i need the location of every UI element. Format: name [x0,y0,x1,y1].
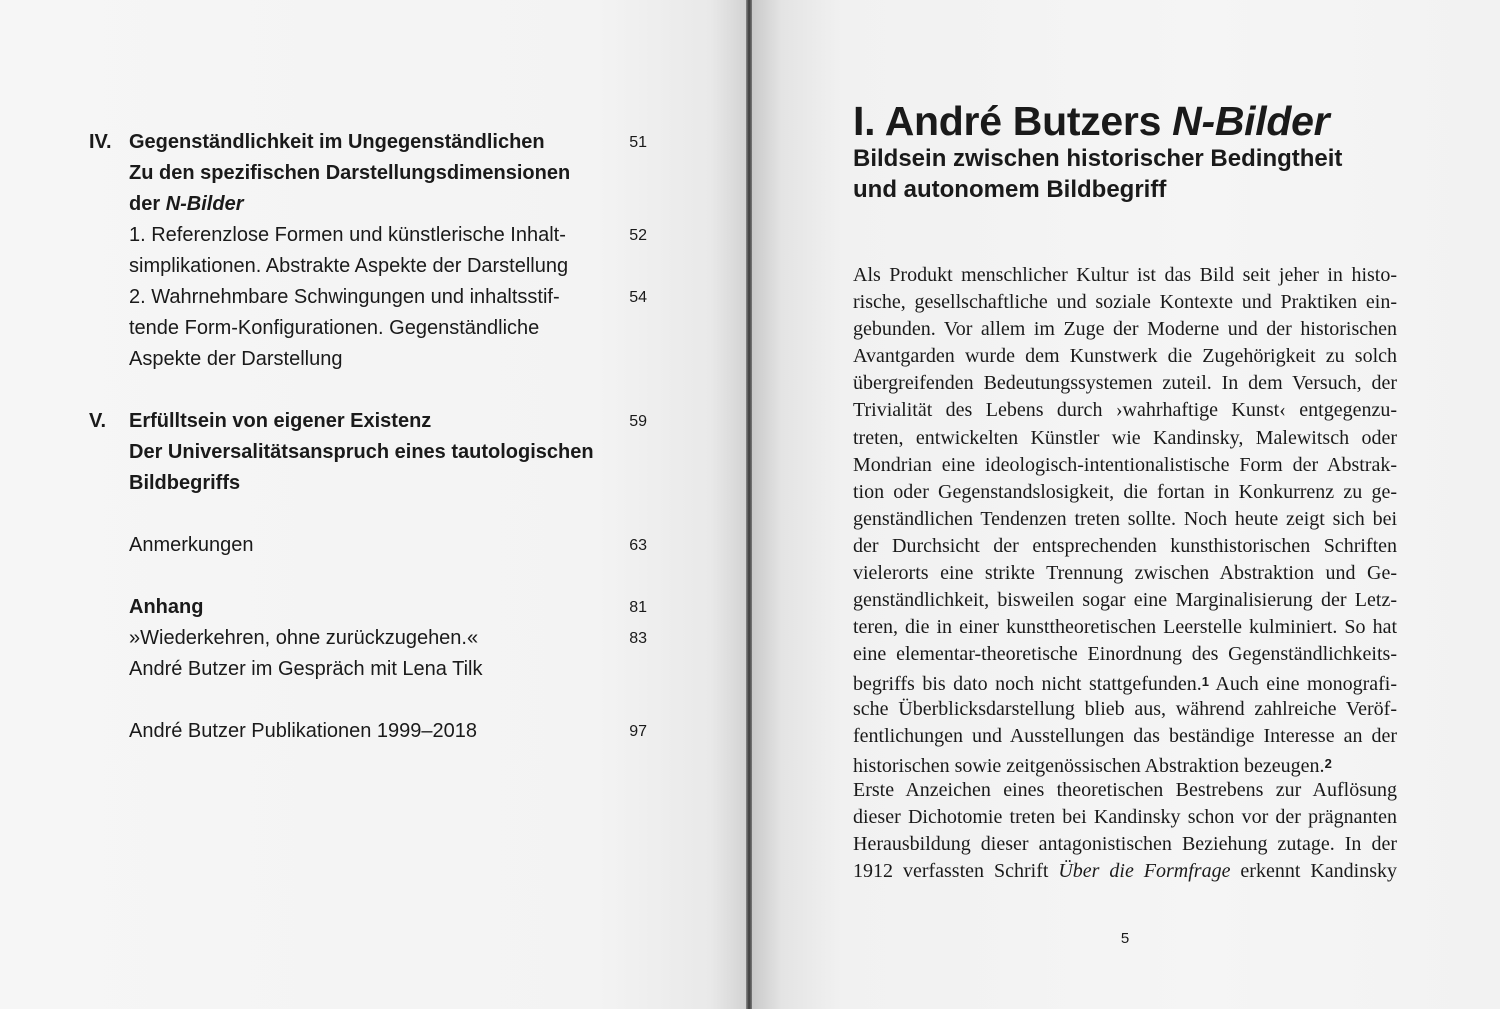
toc-title: Anhang [129,596,204,618]
toc-entry-v[interactable] [0,406,748,437]
toc-entry-iv-2[interactable] [0,282,748,313]
body-text: Als Produkt menschlicher Kultur ist das Bild seit jeher in histo- rische, gesellschaftliche und soziale Kontexte und Praktiken ein- gebunden. Vor allem im Zuge der Moderne und der historischen Avantgarden wurde dem Kunstwerk die Zugehörigkeit zu solch übergreifenden Bedeutungssystemen zuteil. In dem Versuch, der Trivialität des Lebens durch ›wahrhaftige Kunst‹ entgegenzu- treten, entwickelten Künstler wie Kandinsky, Malewitsch oder Mondrian eine ideologisch-intentionalistische Form der Abstrak- tion oder Gegenstandslosigkeit, die fortan in Konkurrenz zu ge- genständlichen Tendenzen treten sollte. Noch heute zeigt sich bei der Durchsicht der entsprechenden kunsthistorischen Schriften vielerorts eine strikte Trennung zwischen Abstraktion und Ge- genständlichkeit, bisweilen sogar eine Marginalisierung der Letz- teren, die in einer kunsttheoretischen Leerstelle kulminiert. So hat eine elementar-theoretische Einordnung des Gegenständlichkeits- begriffs bis dato noch nicht stattgefunden.$^1$ Auch eine monografi- sche Überblicksdarstellung blieb aus, während zahlreiche Veröf- fentlichungen und Ausstellungen das beständige Interesse an der historischen sowie zeitgenössischen Abstraktion bezeugen.$^2$ Erste Anzeichen eines theoretischen Bestrebens zur Auflösung dieser Dichotomie treten bei Kandinsky schon vor der prägnanten Herausbildung dieser antagonistischen Beziehung zutage. In der 1912 verfassten Schrift Über die Formfrage erkennt Kandinsky [853,264,1397,883]
toc-title: simplikationen. Abstrakte Aspekte der Darstellung [129,255,569,277]
toc-page: 52 [629,227,647,244]
toc-title: Der Universalitätsanspruch eines tautologischen [129,441,594,463]
toc-page: 63 [629,537,647,554]
toc-subtitle-line [0,158,748,189]
footnote-ref-2[interactable]: 2 [1324,755,1332,771]
toc-page: 54 [629,289,647,306]
toc-title: André Butzer im Gespräch mit Lena Tilk [129,658,483,680]
toc-title: Zu den spezifischen Darstellungsdimensionen [129,162,571,184]
toc-page: 59 [629,413,647,430]
chapter-title: I. André Butzers N-Bilder [853,98,1330,144]
toc-entry-anhang[interactable] [0,592,748,623]
toc-entry-publikationen[interactable] [0,716,748,747]
toc-subtitle-line [0,468,748,499]
toc-title: 1. Referenzlose Formen und künstlerische Inhalt- [129,224,566,246]
toc-title-line [0,344,748,375]
page-number: 5 [1120,930,1130,947]
chapter-subtitle: Bildsein zwischen historischer Bedingtheit und autonomem Bildbegriff [853,145,1343,203]
toc-title: »Wiederkehren, ohne zurückzugehen.« [129,627,479,649]
toc-title: Erfülltsein von eigener Existenz [129,410,432,432]
left-page [0,0,748,1009]
toc-title: Anmerkungen [129,534,254,556]
toc-title: Bildbegriffs [129,472,241,494]
right-page [752,0,1500,1009]
toc-entry-interview[interactable] [0,623,748,654]
toc-subtitle-line [0,437,748,468]
toc-page: 97 [629,723,647,740]
toc-title: André Butzer Publikationen 1999–2018 [129,720,478,742]
toc-entry-iv-1[interactable] [0,220,748,251]
toc-number: V. [89,410,107,432]
toc-title: Aspekte der Darstellung [129,348,343,370]
toc-title-line [0,313,748,344]
toc-title: 2. Wahrnehmbare Schwingungen und inhaltsstif- [129,286,560,308]
toc-page: 83 [629,630,647,647]
toc-title: der N-Bilder [129,193,244,215]
footnote-ref-1[interactable]: 1 [1201,674,1209,690]
toc-page: 51 [629,134,647,151]
toc-title-line [0,251,748,282]
toc-entry-iv[interactable] [0,127,748,158]
toc-title-line [0,654,748,685]
toc-page: 81 [629,599,647,616]
toc-subtitle-line [0,189,748,220]
toc-number: IV. [89,131,112,153]
toc-title: tende Form-Konfigurationen. Gegenständliche [129,317,540,339]
toc-entry-anmerkungen[interactable] [0,530,748,561]
toc-title: Gegenständlichkeit im Ungegenständlichen [129,131,545,153]
